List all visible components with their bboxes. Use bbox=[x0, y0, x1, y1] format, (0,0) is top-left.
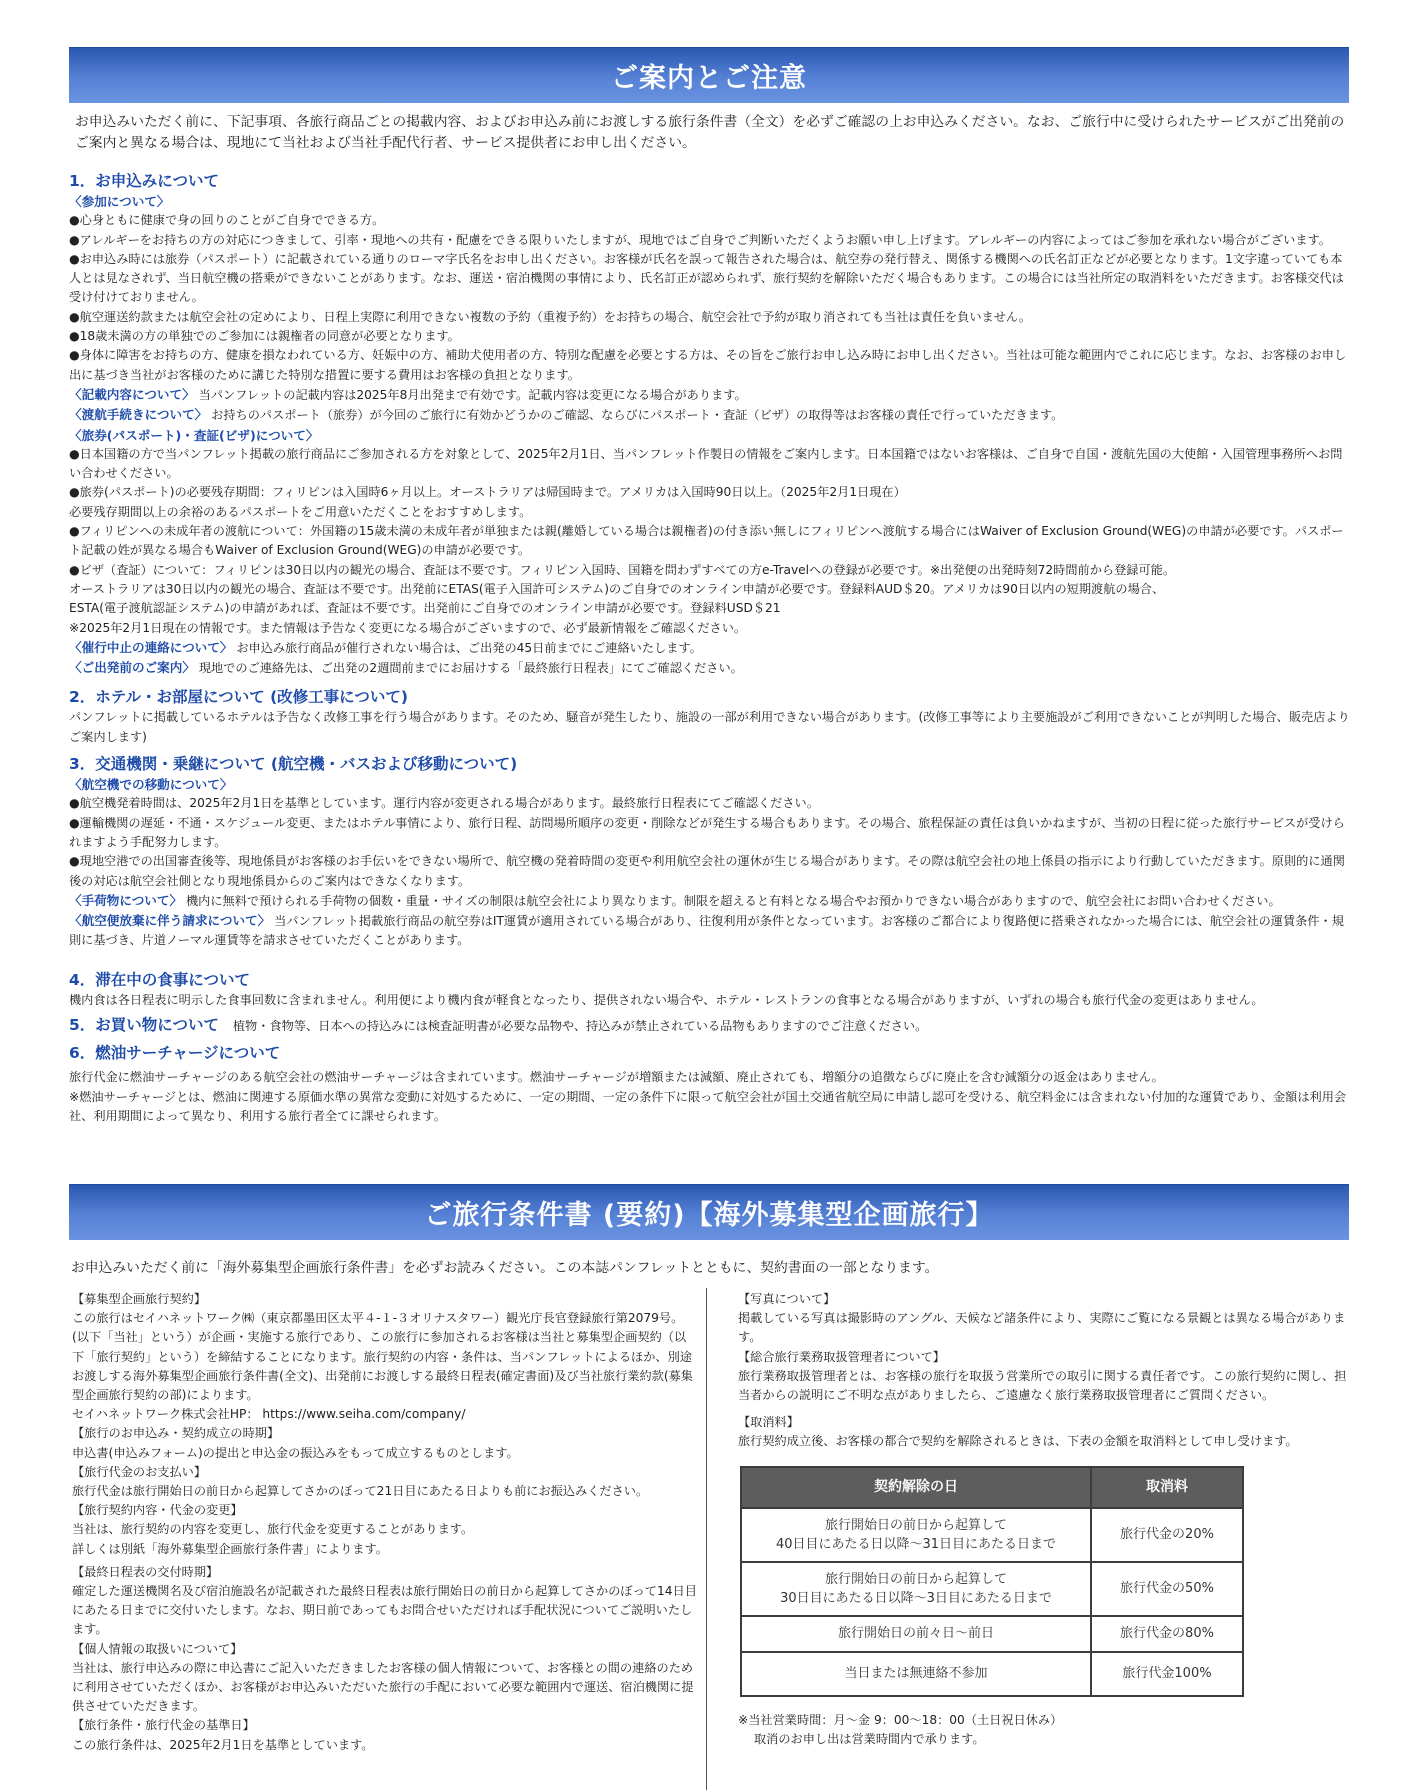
section-4-text: 機内食は各日程表に明示した食事回数に含まれません。利用便により機内食が軽食となったり、提供されない場合や、ホテル・レストランの食事となる場合がありますが、いずれの場合も旅行代金の変更はありません。 bbox=[69, 992, 1264, 1007]
section-6-heading: 6．燃油サーチャージについて bbox=[69, 1044, 281, 1063]
cancellation-text: 旅行契約成立後、お客様の都合で契約を解除されるときは、下表の金額を取消料として申し受けます。 bbox=[738, 1434, 1298, 1449]
passport-visa-item: ESTA(電子渡航認証システム)の申請があれば、査証は不要です。出発前にご自身でのオンライン申請が必要です。登録料USD＄21 bbox=[69, 601, 781, 616]
section-1-heading: 1．お申込みについて bbox=[69, 172, 219, 190]
baggage-note bbox=[69, 891, 1351, 911]
condition-text: 当社は、旅行契約の内容を変更し、旅行代金を変更することがあります。 bbox=[72, 1522, 474, 1537]
period-line: 旅行開始日の前日から起算して bbox=[824, 1571, 1007, 1587]
condition-heading: 【旅行条件・旅行代金の基準日】 bbox=[72, 1718, 255, 1733]
conditions-banner bbox=[69, 1184, 1349, 1240]
pre-departure-note bbox=[69, 658, 1351, 678]
condition-text: 詳しくは別紙「海外募集型企画旅行条件書」によります。 bbox=[72, 1541, 388, 1556]
cancellation-fee-cell: 旅行代金の80% bbox=[1091, 1616, 1243, 1652]
cancellation-notice-text: お申込み旅行商品が催行されない場合は、ご出発の45日前までにご連絡いたします。 bbox=[236, 640, 702, 655]
business-hours-note bbox=[738, 1711, 1348, 1749]
conditions-banner-title: ご旅行条件書 (要約)【海外募集型企画旅行】 bbox=[424, 1200, 994, 1231]
table-row bbox=[741, 1616, 1243, 1652]
participation-item: ●18歳未満の方の単独でのご参加には親権者の同意が必要となります。 bbox=[69, 329, 460, 344]
air-travel-item: ●運輸機関の遅延・不通・スケジュール変更、またはホテル事情により、旅行日程、訪問場所順序の変更・削除などが発生する場合もあります。その場合、旅程保証の責任は負いかねますが、当初の日程に従った旅行サービスが受けられますよう手配努力します。 bbox=[69, 815, 1345, 849]
condition-heading: 【個人情報の取扱いについて】 bbox=[72, 1641, 243, 1656]
table-header-row bbox=[741, 1467, 1243, 1508]
condition-text: 旅行代金は旅行開始日の前日から起算してさかのぼって21日目にあたる日よりも前にお振込みください。 bbox=[72, 1484, 649, 1499]
cancellation-fee-cell: 旅行代金の20% bbox=[1091, 1508, 1243, 1562]
company-website-link[interactable]: セイハネットワーク株式会社HP： https://www.seiha.com/company/ bbox=[72, 1407, 466, 1422]
travel-procedures-label: 〈渡航手続きについて〉 bbox=[69, 407, 208, 423]
condition-text: 旅行業務取扱管理者とは、お客様の旅行を取扱う営業所での取引に関する責任者です。この旅行契約に関し、担当者からの説明にご不明な点がありましたら、ご遠慮なく旅行業務取扱管理者にご質問ください。 bbox=[738, 1368, 1347, 1403]
table-row bbox=[741, 1562, 1243, 1616]
notice-banner-title: ご案内とご注意 bbox=[611, 63, 807, 94]
table-row bbox=[741, 1508, 1243, 1562]
condition-text: 掲載している写真は撮影時のアングル、天候など諸条件により、実際にご覧になる景観とは異なる場合があります。 bbox=[738, 1311, 1346, 1345]
period-line: 旅行開始日の前日から起算して bbox=[824, 1517, 1007, 1533]
baggage-label: 〈手荷物について〉 bbox=[69, 892, 183, 908]
notice-intro: お申込みいただく前に、下記事項、各旅行商品ごとの掲載内容、およびお申込み前にお渡しする旅行条件書（全文）を必ずご確認の上お申込みください。なお、ご旅行中に受けられたサービスがご出発前のご案内と異なる場合は、現地にて当社および当社手配代行者、サービス提供者にお申し出ください。 bbox=[75, 114, 1345, 151]
condition-text: この旅行条件は、2025年2月1日を基準としています。 bbox=[72, 1737, 374, 1752]
passport-visa-item: ※2025年2月1日現在の情報です。また情報は予告なく変更になる場合がございますので、必ず最新情報をご確認ください。 bbox=[69, 620, 747, 635]
passport-visa-item: ●フィリピンへの未成年者の渡航について：外国籍の15歳未満の未成年者が単独または親(離婚している場合は親権者)の付き添い無しにフィリピンへ渡航する場合にはWaiver of Exclusion Ground(WEG)の申請が必要です。パスポート記載の姓が異なる場合もWaiver of Exclusion Ground(WEG)の申請が必要です。 bbox=[69, 524, 1344, 558]
section-2-heading: 2．ホテル・お部屋について (改修工事について) bbox=[69, 688, 408, 707]
travel-procedures-text: お持ちのパスポート（旅券）が今回のご旅行に有効かどうかのご確認、ならびにパスポート・査証（ビザ）の取得等はお客様の責任で行っていただきます。 bbox=[211, 408, 1064, 423]
section-2-text: パンフレットに掲載しているホテルは予告なく改修工事を行う場合があります。そのため、騒音が発生したり、施設の一部が利用できない場合があります。(改修工事等により主要施設がご利用できないことが判明した場合、販売店よりご案内します) bbox=[69, 710, 1350, 744]
period-line: 40日目にあたる日以降〜31日目にあたる日まで bbox=[775, 1536, 1057, 1552]
participation-item: ●身体に障害をお持ちの方、健康を損なわれている方、妊娠中の方、補助犬使用者の方、特別な配慮を必要とする方は、その旨をご旅行お申し込み時にお申し出ください。当社は可能な範囲内でこれに応じます。なお、お客様のお申し出に基づき当社がお客様のために講じた特別な措置に要する費用はお客様の負担となります。 bbox=[69, 348, 1347, 382]
condition-heading: 【写真について】 bbox=[738, 1292, 836, 1306]
participation-item: ●アレルギーをお持ちの方の対応につきまして、引率・現地への共有・配慮をできる限りいたしますが、現地ではご自身でご判断いただくようお願い申し上げます。アレルギーの内容によってはご参加を承れない場合がございます。 bbox=[69, 232, 1331, 247]
conditions-right-column bbox=[738, 1290, 1348, 1749]
column-divider bbox=[706, 1288, 707, 1790]
conditions-intro: お申込みいただく前に「海外募集型企画旅行条件書」を必ずお読みください。この本誌パンフレットとともに、契約書面の一部となります。 bbox=[71, 1260, 939, 1276]
condition-text: この旅行はセイハネットワーク㈱（東京都墨田区太平４-１-３オリナスタワー）観光庁長官登録旅行第2079号。(以下「当社」という）が企画・実施する旅行であり、この旅行に参加されるお客様は当社と募集型企画契約（以下「旅行契約」という）を締結することになります。旅行契約の内容・条件は、当パンフレットによるほか、別途お渡しする海外募集型企画旅行条件書(全文)、出発前にお渡しする最終日程表(確定書面)及び当社旅行業約款(募集型企画旅行契約の部)によります。 bbox=[72, 1311, 693, 1403]
no-show-text: 当パンフレット掲載旅行商品の航空券はIT運賃が適用されている場合があり、往復利用が条件となっています。お客様のご都合により復路便に搭乗されなかった場合には、航空会社の運賃条件・規則に基づき、片道ノーマル運賃等を請求させていただくことがあります。 bbox=[69, 914, 1344, 948]
section-6-text: 旅行代金に燃油サーチャージのある航空会社の燃油サーチャージは含まれています。燃油サーチャージが増額または減額、廃止されても、増額分の追徴ならびに廃止を含む減額分の返金はありません。 bbox=[69, 1070, 1164, 1085]
condition-heading: 【総合旅行業務取扱管理者について】 bbox=[738, 1349, 945, 1364]
air-travel-subheading: 〈航空機での移動について〉 bbox=[69, 777, 233, 793]
column-header-cancellation-fee: 取消料 bbox=[1091, 1467, 1243, 1508]
business-hours: ※当社営業時間：月〜金 9：00〜18：00（土日祝日休み） bbox=[738, 1712, 1063, 1727]
condition-text: 確定した運送機関名及び宿泊施設名が記載された最終日程表は旅行開始日の前日から起算してさかのぼって14日目にあたる日までに交付いたします。なお、期日前であってもお問合せいただければ手配状況についてご説明いたします。 bbox=[72, 1584, 697, 1637]
condition-heading: 【旅行代金のお支払い】 bbox=[72, 1464, 207, 1479]
passport-visa-item: ●ビザ（査証）について：フィリピンは30日以内の観光の場合、査証は不要です。フィリピン入国時、国籍を問わずすべての方e-Travelへの登録が必要です。※出発便の出発時刻72時間前から登録可能。 bbox=[69, 562, 1176, 577]
content-validity-label: 〈記載内容について〉 bbox=[69, 386, 195, 402]
cancellation-fee-cell: 旅行代金100% bbox=[1091, 1652, 1243, 1696]
section-5 bbox=[69, 1016, 1351, 1036]
section-5-text: 植物・食物等、日本への持込みには検査証明書が必要な品物や、持込みが禁止されている品物もありますのでご注意ください。 bbox=[232, 1018, 928, 1033]
pre-departure-text: 現地でのご連絡先は、ご出発の2週間前までにお届けする「最終旅行日程表」にてご確認ください。 bbox=[198, 661, 743, 676]
air-travel-item: ●航空機発着時間は、2025年2月1日を基準としています。運行内容が変更される場合があります。最終旅行日程表にてご確認ください。 bbox=[69, 796, 819, 811]
cancellation-period-cell bbox=[741, 1508, 1091, 1562]
pre-departure-label: 〈ご出発前のご案内〉 bbox=[69, 660, 195, 676]
baggage-text: 機内に無料で預けられる手荷物の個数・重量・サイズの制限は航空会社により異なります。制限を超えると有料となる場合やお預かりできない場合がありますので、航空会社にお問い合わせください。 bbox=[185, 893, 1281, 908]
cancellation-period-cell: 旅行開始日の前々日〜前日 bbox=[741, 1616, 1091, 1652]
air-travel-item: ●現地空港での出国審査後等、現地係員がお客様のお手伝いをできない場所で、航空機の発着時間の変更や利用航空会社の運休が生じる場合があります。その際は航空会社の地上係員の指示により行動していただきます。原則的に通関後の対応は航空会社側となり現地係員からのご案内はできなくなります。 bbox=[69, 854, 1345, 888]
notice-banner bbox=[69, 47, 1349, 103]
condition-heading: 【最終日程表の交付時期】 bbox=[72, 1564, 219, 1579]
cancellation-hours-note: 取消のお申し出は営業時間内で承ります。 bbox=[754, 1731, 985, 1746]
passport-visa-item: ●日本国籍の方で当パンフレット掲載の旅行商品にご参加される方を対象として、2025年2月1日、当パンフレット作製日の情報をご案内します。日本国籍ではないお客様は、ご自身で自国・渡航先国の大使館・入国管理事務所へお問い合わせください。 bbox=[69, 446, 1343, 481]
cancellation-period-cell: 当日または無連絡不参加 bbox=[741, 1652, 1091, 1696]
content-validity-note bbox=[69, 385, 1351, 405]
condition-text: 当社は、旅行申込みの際に申込書にご記入いただきましたお客様の個人情報について、お客様との間の連絡のために利用させていただくほか、お客様がお申込みいただいた旅行の手配において必要な範囲内で運送、宿泊機関に提供させていただきます。 bbox=[72, 1660, 694, 1714]
no-show-label: 〈航空便放棄に伴う請求について〉 bbox=[69, 913, 271, 929]
notice-body bbox=[69, 170, 1351, 1126]
section-6-note: ※燃油サーチャージとは、燃油に関連する原価水準の異常な変動に対処するために、一定の期間、一定の条件下に限って航空会社が国土交通省航空局に申請し認可を受ける、航空料金には含まれない付加的な運賃であり、金額は利用会社、利用期間によって異なり、利用する旅行者全てに課せられます。 bbox=[69, 1089, 1347, 1123]
content-validity-text: 当パンフレットの記載内容は2025年8月出発まで有効です。記載内容は変更になる場合があります。 bbox=[198, 387, 747, 402]
condition-heading: 【旅行契約内容・代金の変更】 bbox=[72, 1503, 243, 1518]
section-3-heading: 3．交通機関・乗継について (航空機・バスおよび移動について) bbox=[69, 755, 518, 774]
period-line: 30日目にあたる日以降〜3日目にあたる日まで bbox=[780, 1590, 1052, 1606]
cancellation-fee-table bbox=[740, 1466, 1244, 1697]
passport-visa-item: ●旅券(パスポート)の必要残存期間：フィリピンは入国時6ヶ月以上。オーストラリアは帰国時まで。アメリカは入国時90日以上。（2025年2月1日現在） bbox=[69, 485, 906, 500]
participation-subheading: 〈参加について〉 bbox=[69, 194, 170, 209]
cancellation-notice-label: 〈催行中止の連絡について〉 bbox=[69, 639, 233, 655]
conditions-left-column bbox=[72, 1290, 698, 1755]
cancellation-notice-note bbox=[69, 638, 1351, 658]
cancellation-heading: 【取消料】 bbox=[738, 1415, 799, 1430]
passport-visa-item: 必要残存期間以上の余裕のあるパスポートをご用意いただくことをおすすめします。 bbox=[69, 504, 532, 519]
column-header-cancellation-date: 契約解除の日 bbox=[741, 1467, 1091, 1508]
participation-item: ●航空運送約款または航空会社の定めにより、日程上実際に利用できない複数の予約（重複予約）をお持ちの場合、航空会社で予約が取り消されても当社は責任を負いません。 bbox=[69, 309, 1031, 324]
table-row bbox=[741, 1652, 1243, 1696]
section-4-heading: 4．滞在中の食事について bbox=[69, 970, 250, 989]
passport-visa-subheading: 〈旅券(パスポート)・査証(ビザ)について〉 bbox=[69, 427, 319, 443]
participation-item: ●お申込み時には旅券（パスポート）に記載されている通りのローマ字氏名をお申し出ください。お客様が氏名を誤って報告された場合は、航空券の発行替え、関係する機関への氏名訂正などが必要となります。1文字違っていても本人とは見なされず、当日航空機の搭乗ができないことがあります。なお、運送・宿泊機関の事情により、氏名訂正が認められず、旅行契約を解除いただく場合もあります。この場合には当社所定の取消料をいただきます。お客様交代は受け付けておりません。 bbox=[69, 251, 1344, 305]
cancellation-period-cell bbox=[741, 1562, 1091, 1616]
condition-text: 申込書(申込みフォーム)の提出と申込金の振込みをもって成立するものとします。 bbox=[72, 1445, 519, 1460]
passport-visa-item: オーストラリアは30日以内の観光の場合、査証は不要です。出発前にETAS(電子入国許可システム)のご自身でのオンライン申請が必要です。登録料AUD＄20。アメリカは90日以内の短期渡航の場合、 bbox=[69, 581, 1165, 596]
travel-procedures-note bbox=[69, 405, 1351, 425]
cancellation-fee-cell: 旅行代金の50% bbox=[1091, 1562, 1243, 1616]
condition-heading: 【旅行のお申込み・契約成立の時期】 bbox=[72, 1426, 280, 1441]
participation-item: ●心身ともに健康で身の回りのことがご自身でできる方。 bbox=[69, 213, 385, 228]
section-5-heading: 5．お買い物について bbox=[69, 1015, 219, 1034]
no-show-note bbox=[69, 911, 1351, 951]
condition-heading: 【募集型企画旅行契約】 bbox=[72, 1292, 207, 1306]
